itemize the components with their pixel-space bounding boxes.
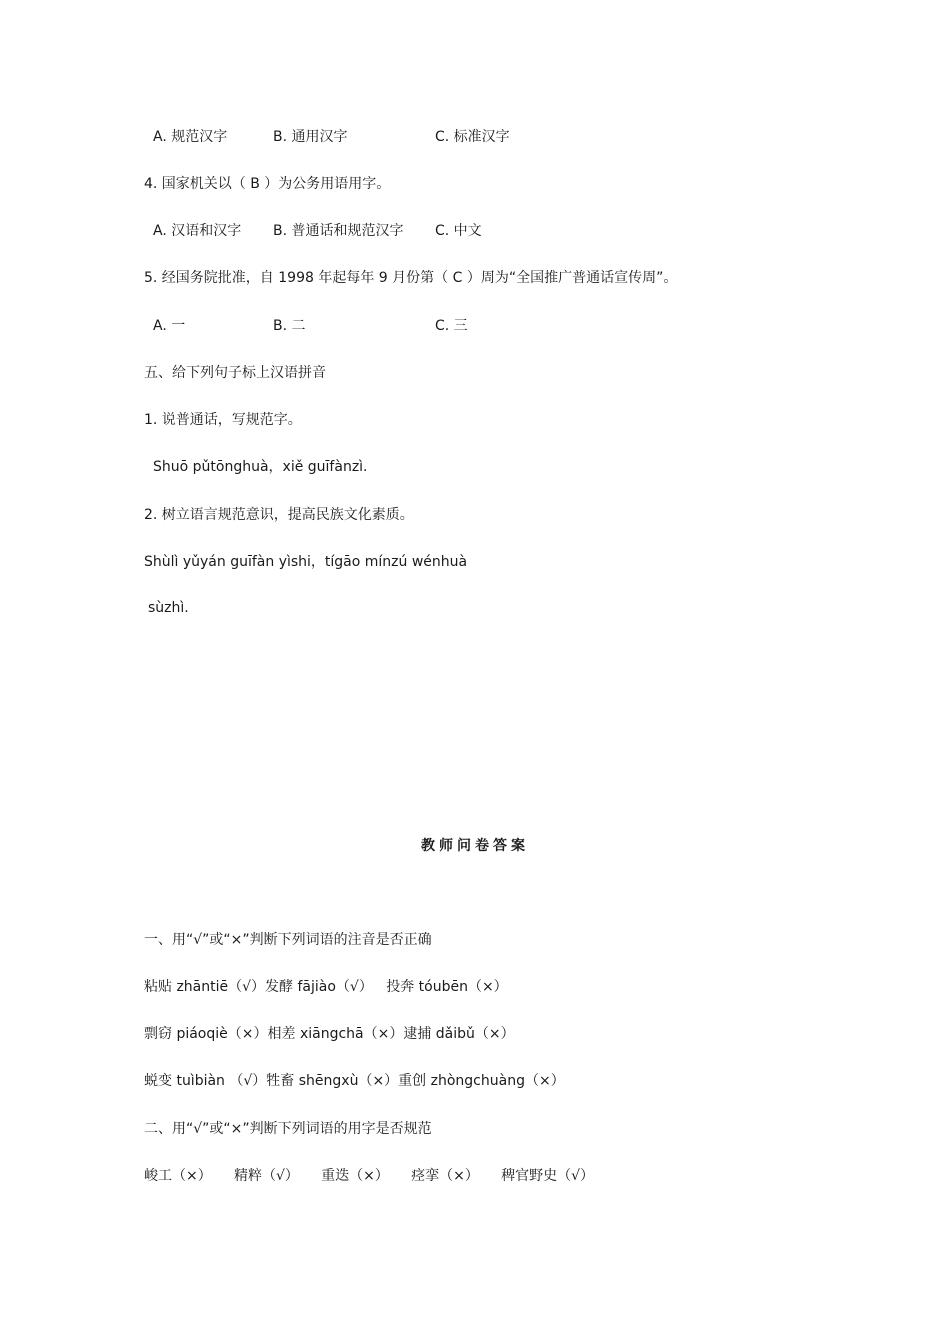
q5-option-b: B. 二 — [273, 318, 306, 334]
q4-question: 4. 国家机关以（ B ）为公务用语用字。 — [144, 176, 391, 192]
q3-option-a: A. 规范汉字 — [153, 129, 228, 145]
answers-part2-title: 二、用“√”或“×”判断下列词语的用字是否规范 — [144, 1121, 432, 1137]
answers-part1-row2: 剽窃 piáoqiè（×）相差 xiāngchā（×）逮捕 dǎibǔ（×） — [144, 1026, 515, 1042]
section5-title: 五、给下列句子标上汉语拼音 — [144, 365, 326, 381]
q4-option-b: B. 普通话和规范汉字 — [273, 223, 404, 239]
q4-option-a: A. 汉语和汉字 — [153, 223, 242, 239]
q5-option-c: C. 三 — [435, 318, 468, 334]
answers-part1-row3: 蜕变 tuìbiàn （√）牲畜 shēngxù（×）重创 zhòngchuàng（×） — [144, 1073, 565, 1089]
q3-option-c: C. 标准汉字 — [435, 129, 510, 145]
section5-item2: 2. 树立语言规范意识，提高民族文化素质。 — [144, 507, 414, 523]
answers-title: 教师问卷答案 — [421, 838, 529, 854]
q4-option-c: C. 中文 — [435, 223, 482, 239]
answers-part2-row1: 峻工（×） 精粹（√） 重迭（×） 痉挛（×） 稗官野史（√） — [144, 1168, 595, 1184]
section5-item1-pinyin: Shuō pǔtōnghuà，xiě guīfànzì. — [153, 459, 368, 475]
q3-option-b: B. 通用汉字 — [273, 129, 348, 145]
q5-question: 5. 经国务院批准，自 1998 年起每年 9 月份第（ C ）周为“全国推广普通话宣传周”。 — [144, 270, 678, 286]
answers-part1-row1: 粘贴 zhāntiē（√）发酵 fājiào（√） 投奔 tóubēn（×） — [144, 979, 508, 995]
section5-item2-pinyin-line2: sùzhì. — [148, 600, 189, 616]
section5-item1: 1. 说普通话，写规范字。 — [144, 412, 302, 428]
q5-option-a: A. 一 — [153, 318, 186, 334]
section5-item2-pinyin-line1: Shùlì yǔyán guīfàn yìshi，tígāo mínzú wénhuà — [144, 554, 468, 570]
answers-part1-title: 一、用“√”或“×”判断下列词语的注音是否正确 — [144, 932, 432, 948]
